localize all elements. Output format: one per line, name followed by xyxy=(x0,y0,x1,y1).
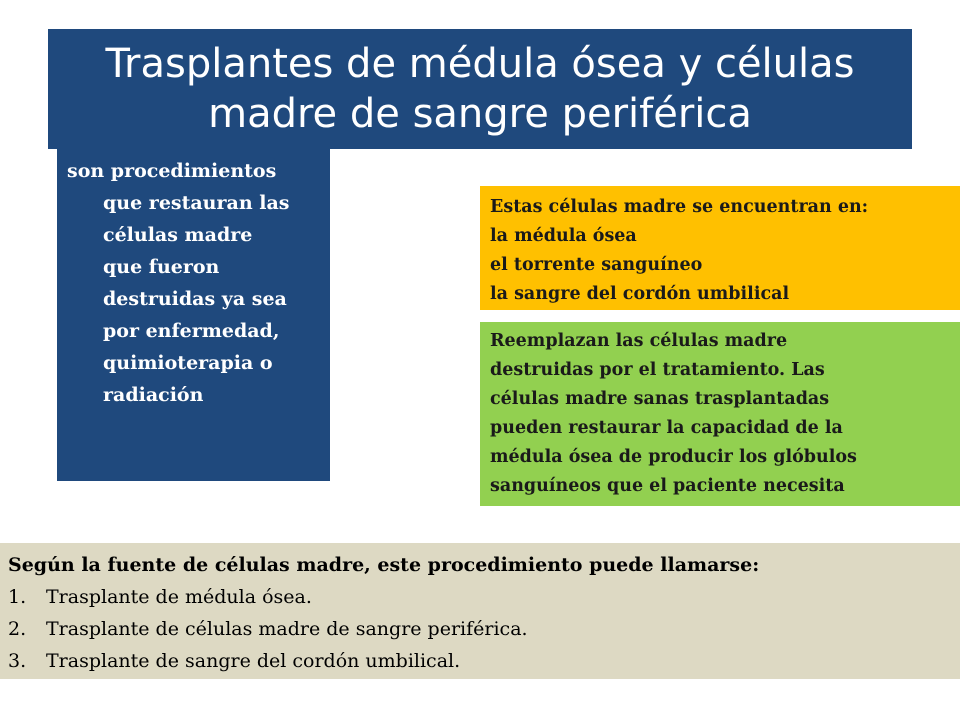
definition-line: que restauran las xyxy=(103,192,290,214)
list-number: 3. xyxy=(8,650,27,672)
list-text: Trasplante de células madre de sangre periférica. xyxy=(46,618,528,640)
definition-line: destruidas ya sea xyxy=(103,288,287,310)
list-item xyxy=(8,581,952,613)
slide-title xyxy=(48,29,912,149)
list-item xyxy=(8,645,952,677)
function-line: sanguíneos que el paciente necesita xyxy=(490,476,845,496)
function-box xyxy=(480,322,960,506)
function-line: células madre sanas trasplantadas xyxy=(490,389,830,409)
list-number: 1. xyxy=(8,586,27,608)
definition-box xyxy=(57,149,330,481)
location-item: la médula ósea xyxy=(490,226,637,246)
locations-box xyxy=(480,186,960,310)
definition-line: quimioterapia o xyxy=(103,352,273,374)
function-line: destruidas por el tratamiento. Las xyxy=(490,360,825,380)
function-line: pueden restaurar la capacidad de la xyxy=(490,418,843,438)
list-text: Trasplante de médula ósea. xyxy=(46,586,312,608)
definition-line: por enfermedad, xyxy=(103,320,280,342)
locations-heading: Estas células madre se encuentran en: xyxy=(490,197,869,217)
definition-line: células madre xyxy=(103,224,253,246)
definition-line: son procedimientos xyxy=(67,160,277,182)
definition-line: que fueron xyxy=(103,256,220,278)
function-line: Reemplazan las células madre xyxy=(490,331,788,351)
types-heading: Según la fuente de células madre, este procedimiento puede llamarse: xyxy=(8,554,760,576)
list-item xyxy=(8,613,952,645)
list-text: Trasplante de sangre del cordón umbilical. xyxy=(46,650,461,672)
title-line-1: Trasplantes de médula ósea y células xyxy=(105,41,855,87)
types-list xyxy=(8,581,952,677)
location-item: la sangre del cordón umbilical xyxy=(490,284,790,304)
list-number: 2. xyxy=(8,618,27,640)
function-line: médula ósea de producir los glóbulos xyxy=(490,447,857,467)
title-line-2: madre de sangre periférica xyxy=(208,91,752,137)
location-item: el torrente sanguíneo xyxy=(490,255,703,275)
types-box xyxy=(0,543,960,679)
definition-line: radiación xyxy=(103,384,204,406)
